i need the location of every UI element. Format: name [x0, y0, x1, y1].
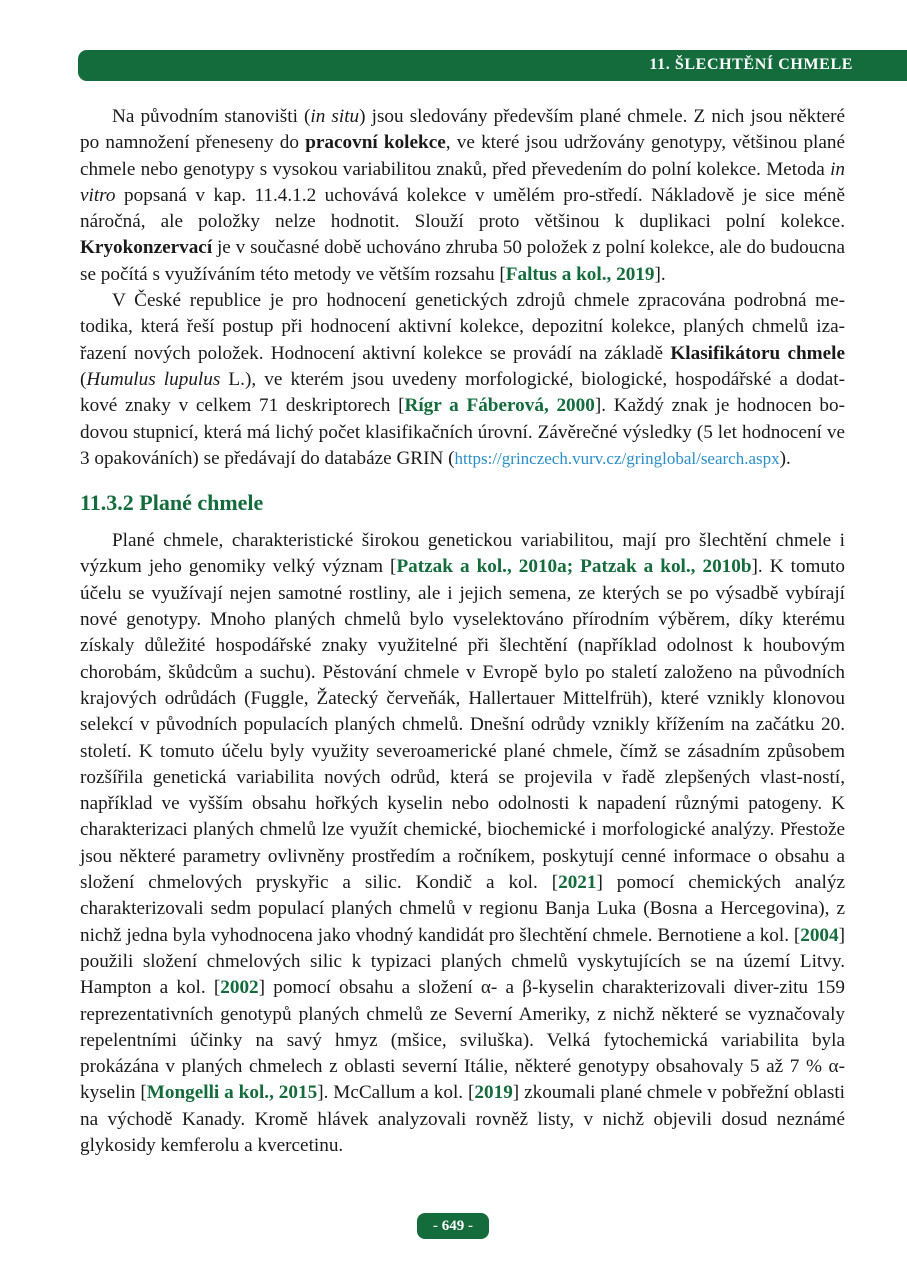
page-content	[80, 104, 845, 1159]
text: ]. McCallum a kol. [	[317, 1082, 475, 1104]
citation-link[interactable]: Patzak a kol., 2010a; Patzak a kol., 2010b	[396, 556, 752, 578]
text: ] použili složení chmelových silic k typizaci planých chmelů vyskytujících se na území Litvy. Hampton a kol. [	[80, 924, 845, 999]
text: ).	[779, 447, 791, 469]
text: popsaná v kap. 11.4.1.2 uchovává kolekce v umělém pro-středí. Nákladově je sice méně náročná, ale položky nelze hodnotit. Slouží proto většinou k duplikaci polní kolekce.	[80, 184, 845, 233]
page-number-badge: - 649 -	[417, 1213, 489, 1239]
text: ] pomocí obsahu a složení α- a β-kyselin charakterizovali diver-zitu 159 reprezentativních genotypů planých chmelů ze Severní Ameriky, z nichž některé se vyznačovaly repelentními účinky na savý hmyz (mšice, sviluška). Velká fytochemická variabilita byla prokázána v planých chmelech z oblasti severní Itálie, některé genotypy obsahovaly 5 až 7 % α-kyselin [	[80, 977, 845, 1104]
text: (	[80, 368, 87, 390]
italic-term: in situ	[310, 106, 360, 127]
text: Na původním stanovišti (	[112, 106, 311, 127]
paragraph-wild-hops	[80, 528, 845, 1159]
citation-link[interactable]: 2002	[220, 977, 259, 999]
citation-link[interactable]: 2019	[474, 1082, 513, 1104]
citation-link[interactable]: Mongelli a kol., 2015	[146, 1082, 318, 1104]
text: Plané chmele, charakteristické širokou genetickou variabilitou, mají pro šlechtění chmele i výzkum jeho genomiky velký význam [	[80, 530, 845, 578]
text: , ve které jsou udržovány genotypy, většinou plané chmele nebo genotypy s vysokou variabilitou znaků, před převedením do polní kolekce. Metoda	[80, 132, 845, 180]
bold-term: Klasifikátoru chmele	[670, 342, 845, 364]
bold-term: Kryokonzervací	[80, 237, 213, 259]
text: L.), ve kterém jsou uvedeny morfologické, biologické, hospodářské a dodat-kové znaky v celkem 71 deskriptorech [	[80, 368, 846, 417]
text: ]. Každý znak je hodnocen bo-dovou stupnicí, která má lichý počet klasifikačních úrovní. Závěrečné výsledky (5 let hodnocení ve 3 opakováních) se předávají do databáze GRIN (	[80, 395, 845, 469]
paragraph-methodology	[80, 288, 845, 472]
italic-term: in vitro	[80, 158, 845, 206]
grin-database-link[interactable]: https://grinczech.vurv.cz/gringlobal/search.aspx	[454, 448, 780, 468]
text: ].	[654, 263, 666, 285]
text: ) jsou sledovány především plané chmele. Z nich jsou některé po namnožení přeneseny do	[80, 106, 846, 154]
citation-link[interactable]: Rígr a Fáberová, 2000	[404, 395, 595, 417]
italic-term: Humulus lupulus	[86, 368, 221, 390]
bold-term: pracovní kolekce	[305, 132, 446, 154]
chapter-header-bar	[78, 50, 907, 81]
citation-link[interactable]: 2021	[558, 872, 597, 894]
citation-link[interactable]: 2004	[800, 924, 839, 946]
citation-link[interactable]: Faltus a kol., 2019	[505, 263, 655, 285]
paragraph-in-situ	[80, 104, 845, 288]
text: V České republice je pro hodnocení genetických zdrojů chmele zpracována podrobná me-todika, která řeší postup při hodnocení aktivní kolekce, depozitní kolekce, planých chmelů iza-řazení nových položek. Hodnocení aktivní kolekce se provádí na základě	[80, 290, 845, 364]
chapter-title: 11. ŠLECHTĚNÍ CHMELE	[649, 56, 853, 73]
text: ]. K tomuto účelu se využívají nejen samotné rostliny, ale i jejich semena, ze kterých se po výsadbě vybírají nové genotypy. Mnoho planých chmelů bylo vyselektováno přírodním výběrem, díky kterému získaly důležité hospodářské znaky využitelné při šlechtění (například odolnost k houbovým chorobám, škůdcům a suchu). Pěstování chmele v Evropě bylo po staletí založeno na původních krajových odrůdách (Fuggle, Žatecký červeňák, Hallertauer Mittelfrüh), které vznikly klonovou selekcí v původních populacích planých chmelů. Dnešní odrůdy vznikly křížením na začátku 20. století. K tomuto účelu byly využity severoamerické plané chmele, čímž se zásadním způsobem rozšířila genetická variabilita nových odrůd, která se projevila v řadě zlepšených vlast-ností, například ve vyšším obsahu hořkých kyselin nebo odolnosti k napadení různými patogeny. K charakterizaci planých chmelů lze využít chemické, biochemické i morfologické analýzy. Přestože jsou některé parametry ovlivněny prostředím a ročníkem, poskytují cenné informace o obsahu a složení chmelových pryskyřic a silic. Kondič a kol. [	[80, 556, 845, 894]
text: je v současné době uchováno zhruba 50 položek z polní kolekce, ale do budoucna se počítá s využíváním této metody ve větším rozsahu [	[80, 237, 845, 285]
text: ] zkoumali plané chmele v pobřežní oblasti na východě Kanady. Kromě hlávek analyzovali rovněž listy, v nichž objevili dosud neznámé glykosidy kemferolu a kvercetinu.	[80, 1082, 845, 1156]
section-heading: 11.3.2 Plané chmele	[80, 490, 264, 516]
text: ] pomocí chemických analýz charakterizovali sedm populací planých chmelů v regionu Banja Luka (Bosna a Hercegovina), z nichž jedna byla vyhodnocena jako vhodný kandidát pro šlechtění chmele. Bernotiene a kol. [	[80, 872, 845, 946]
